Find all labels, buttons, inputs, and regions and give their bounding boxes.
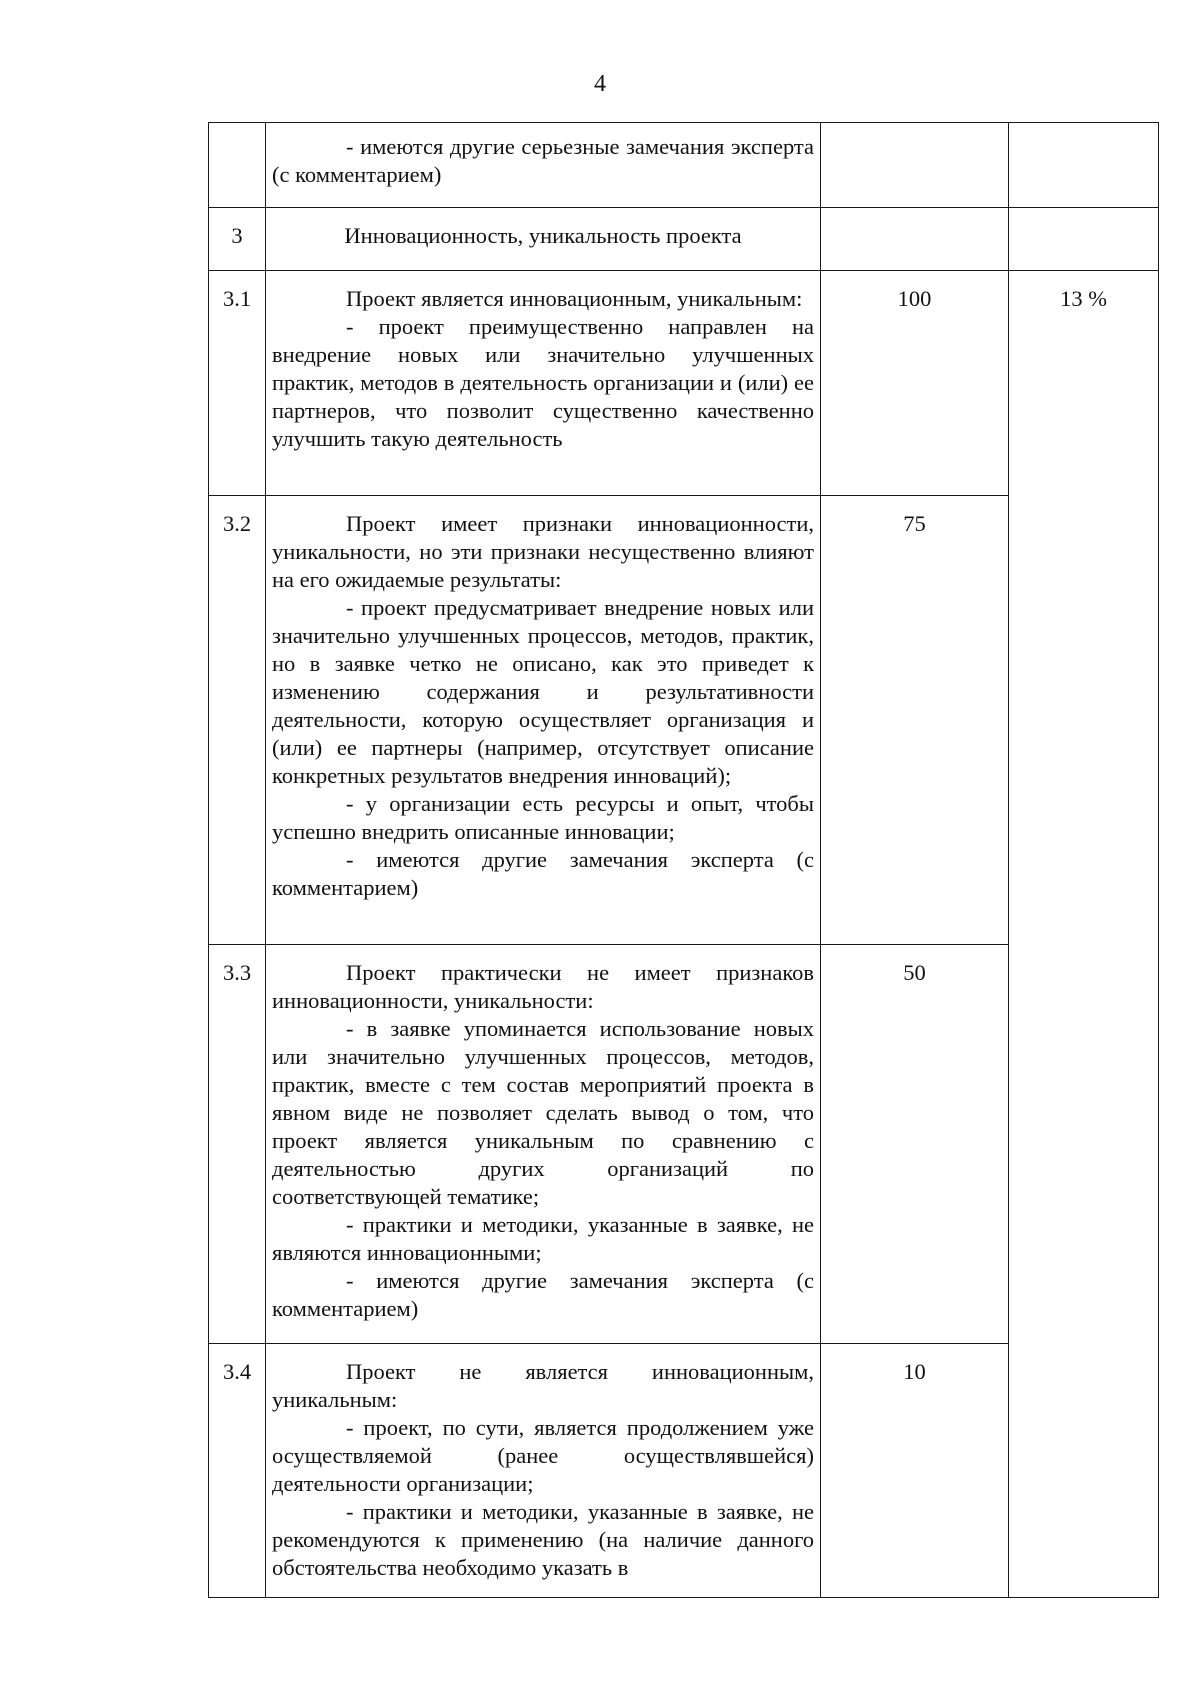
- score-cell: [821, 208, 1009, 271]
- table-row: [209, 496, 1159, 945]
- criterion-paragraph: - практики и методики, указанные в заявке, не являются инновационными;: [272, 1212, 814, 1265]
- criterion-paragraph: - имеются другие замечания эксперта (с комментарием): [272, 1268, 814, 1321]
- criterion-text-cell: [266, 271, 821, 496]
- criterion-paragraph: - проект преимущественно направлен на внедрение новых или значительно улучшенных практик, методов в деятельность организации и (или) ее партнеров, что позволит существенно качественно улучшить такую деятельность: [272, 314, 814, 451]
- criteria-table: [208, 122, 1159, 1598]
- weight-cell: [1009, 123, 1159, 208]
- criterion-paragraph: - практики и методики, указанные в заявке, не рекомендуются к применению (на наличие данного обстоятельства необходимо указать в: [272, 1499, 814, 1580]
- criterion-paragraph: - в заявке упоминается использование новых или значительно улучшенных процессов, методов, практик, вместе с тем состав мероприятий проекта в явном виде не позволяет сделать вывод о том, что проект является уникальным по сравнению с деятельностью других организаций по соответствующей тематике;: [272, 1016, 814, 1209]
- criterion-text-cell: [266, 1344, 821, 1598]
- number-cell: [209, 123, 266, 208]
- criterion-score: 50: [821, 945, 1009, 1344]
- section-number: 3: [209, 208, 266, 271]
- criterion-paragraph: Проект не является инновационным, уникальным:: [272, 1359, 814, 1412]
- criterion-score: 10: [821, 1344, 1009, 1598]
- criterion-paragraph: Проект имеет признаки инновационности, уникальности, но эти признаки несущественно влияют на его ожидаемые результаты:: [272, 511, 814, 592]
- table-row: [209, 945, 1159, 1344]
- section-title: Инновационность, уникальность проекта: [344, 223, 742, 248]
- criterion-number: 3.4: [209, 1344, 266, 1598]
- criterion-number: 3.1: [209, 271, 266, 496]
- criterion-text-cell: [266, 945, 821, 1344]
- criterion-score: 75: [821, 496, 1009, 945]
- table-row: [209, 271, 1159, 496]
- weight-cell: [1009, 208, 1159, 271]
- page-number: 4: [594, 71, 606, 97]
- criterion-number: 3.3: [209, 945, 266, 1344]
- criterion-paragraph: Проект является инновационным, уникальным:: [346, 286, 803, 311]
- criterion-paragraph: - проект предусматривает внедрение новых или значительно улучшенных процессов, методов, практик, но в заявке четко не описано, как это приведет к изменению содержания и результативности деятельности, которую осуществляет организация и (или) ее партнеры (например, отсутствует описание конкретных результатов внедрения инноваций);: [272, 595, 814, 788]
- weight-cell: [1009, 945, 1159, 1344]
- criterion-text-cell: [266, 496, 821, 945]
- criterion-paragraph: - проект, по сути, является продолжением уже осуществляемой (ранее осуществлявшейся) деятельности организации;: [272, 1415, 814, 1496]
- criterion-paragraph: - имеются другие серьезные замечания эксперта (с комментарием): [272, 134, 814, 187]
- criterion-score: 100: [821, 271, 1009, 496]
- table-row: [209, 1344, 1159, 1598]
- criterion-weight: 13 %: [1009, 271, 1159, 496]
- weight-cell: [1009, 1344, 1159, 1598]
- score-cell: [821, 123, 1009, 208]
- criterion-paragraph: - у организации есть ресурсы и опыт, чтобы успешно внедрить описанные инновации;: [272, 791, 814, 844]
- criterion-paragraph: Проект практически не имеет признаков инновационности, уникальности:: [272, 960, 814, 1013]
- criterion-paragraph: - имеются другие замечания эксперта (с комментарием): [272, 847, 814, 900]
- table-row-continuation: [209, 123, 1159, 208]
- weight-cell: [1009, 496, 1159, 945]
- table-row-section: [209, 208, 1159, 271]
- section-title-cell: [266, 208, 821, 271]
- criterion-number: 3.2: [209, 496, 266, 945]
- criterion-text-cell: [266, 123, 821, 208]
